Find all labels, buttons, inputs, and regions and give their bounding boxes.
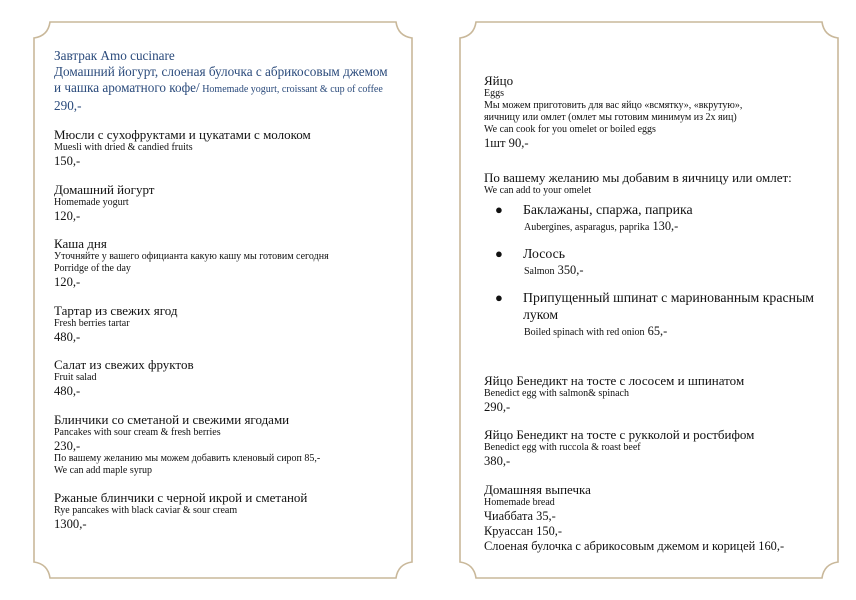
addon-option [484,201,824,234]
eggs-title-ru: Яйцо [484,73,514,88]
item-note: Уточняйте у вашего официанта какую кашу мы готовим сегодня [54,251,329,262]
item-price: 480,- [54,384,81,398]
addon-name-ru: Лосось [523,245,566,261]
addon-name-en: Aubergines, asparagus, paprika [524,221,650,233]
bakery-line: Слоеная булочка с абрикосовым джемом и корицей 160,- [484,538,785,553]
item-name-en: Benedict egg with salmon& spinach [484,387,629,399]
addon-option [484,289,824,339]
menu-item [54,303,394,345]
item-price: 150,- [54,154,81,168]
item-name-ru: Салат из свежих фруктов [54,357,194,372]
item-name-ru: Домашний йогурт [54,181,155,197]
item-name-ru: Ржаные блинчики с черной икрой и сметаной [54,490,308,505]
addons-title-en: We can add to your omelet [484,184,592,196]
item-price: 480,- [54,329,81,344]
addons-section [484,170,824,339]
item-name-ru: Тартар из свежих ягод [54,302,178,318]
eggs-desc-ru-2: яичницу или омлет (омлет мы готовим минимум из 2х яиц) [484,112,737,123]
bullet-icon: ● [495,201,503,217]
breakfast-description [54,64,394,98]
item-price: 290,- [484,399,511,414]
item-name-en: Muesli with dried & candied fruits [54,142,193,153]
bakery-section [484,482,824,554]
bakery-title-en: Homemade bread [484,496,555,508]
item-extra-en: We can add maple syrup [54,465,153,476]
item-price: 120,- [54,275,81,289]
item-name-en: Fresh berries tartar [54,317,130,329]
eggs-price: 1шт 90,- [484,136,529,150]
item-name-ru: Мюсли с сухофруктами и цукатами с молоком [54,127,311,142]
item-name-ru: Каша дня [54,236,107,251]
left-page [54,48,394,545]
item-extra-ru: По вашему желанию мы можем добавить кленовый сироп 85,- [54,453,321,464]
item-name-en: Benedict egg with ruccola & roast beef [484,442,641,453]
item-name-en: Porridge of the day [54,263,131,274]
addons-title-ru: По вашему желанию мы добавим в яичницу или омлет: [484,169,792,185]
bullet-icon: ● [495,245,503,261]
item-name-en: Rye pancakes with black caviar & sour cream [54,505,238,516]
menu-item [54,412,394,478]
addon-name-ru: Баклажаны, спаржа, паприка [523,201,693,217]
item-price: 230,- [54,438,81,453]
item-name-en: Homemade yogurt [54,196,129,208]
breakfast-set [54,48,394,114]
menu-item [54,490,394,532]
menu-item [54,357,394,399]
item-price: 120,- [54,208,81,223]
addon-name-ru: Припущенный шпинат с маринованным красным луком [523,289,814,322]
bullet-icon: ● [495,289,503,305]
addon-option [484,245,824,278]
benedict-item [484,427,824,469]
eggs-section [484,73,824,151]
breakfast-price: 290,- [54,98,82,113]
breakfast-desc-en: Homemade yogurt, croissant & cup of coffee [199,84,383,95]
bakery-line: Круассан 150,- [484,523,563,538]
eggs-title-en: Eggs [484,88,504,99]
item-name-ru: Блинчики со сметаной и свежими ягодами [54,411,290,427]
item-name-en: Fruit salad [54,372,97,383]
addon-name-en: Boiled spinach with red onion [524,326,645,338]
bakery-line: Чиаббата 35,- [484,508,556,523]
menu-item [54,236,394,290]
addon-price: 130,- [649,218,679,233]
eggs-desc-ru-1: Мы можем приготовить для вас яйцо «всмятку», «вкрутую», [484,100,743,111]
eggs-desc-en: We can cook for you omelet or boiled eggs [484,124,656,135]
item-name-en: Pancakes with sour cream & fresh berries [54,426,221,438]
addon-name-en: Salmon [524,265,555,277]
item-name-ru: Яйцо Бенедикт на тосте с лососем и шпинатом [484,372,745,388]
bakery-title-ru: Домашняя выпечка [484,481,591,497]
addon-price: 350,- [554,262,584,277]
addon-price: 65,- [644,323,668,338]
item-name-ru: Яйцо Бенедикт на тосте с рукколой и ростбифом [484,427,755,442]
item-price: 1300,- [54,517,87,531]
benedict-item [484,373,824,415]
menu-item [54,127,394,169]
breakfast-title: Завтрак Amo cucinare [54,48,175,63]
menu-item [54,182,394,224]
item-price: 380,- [484,454,511,468]
right-page [484,73,824,554]
breakfast-desc-ru: Домашний йогурт, слоеная булочка с абрикосовым джемом и чашка ароматного кофе/ [54,64,388,95]
